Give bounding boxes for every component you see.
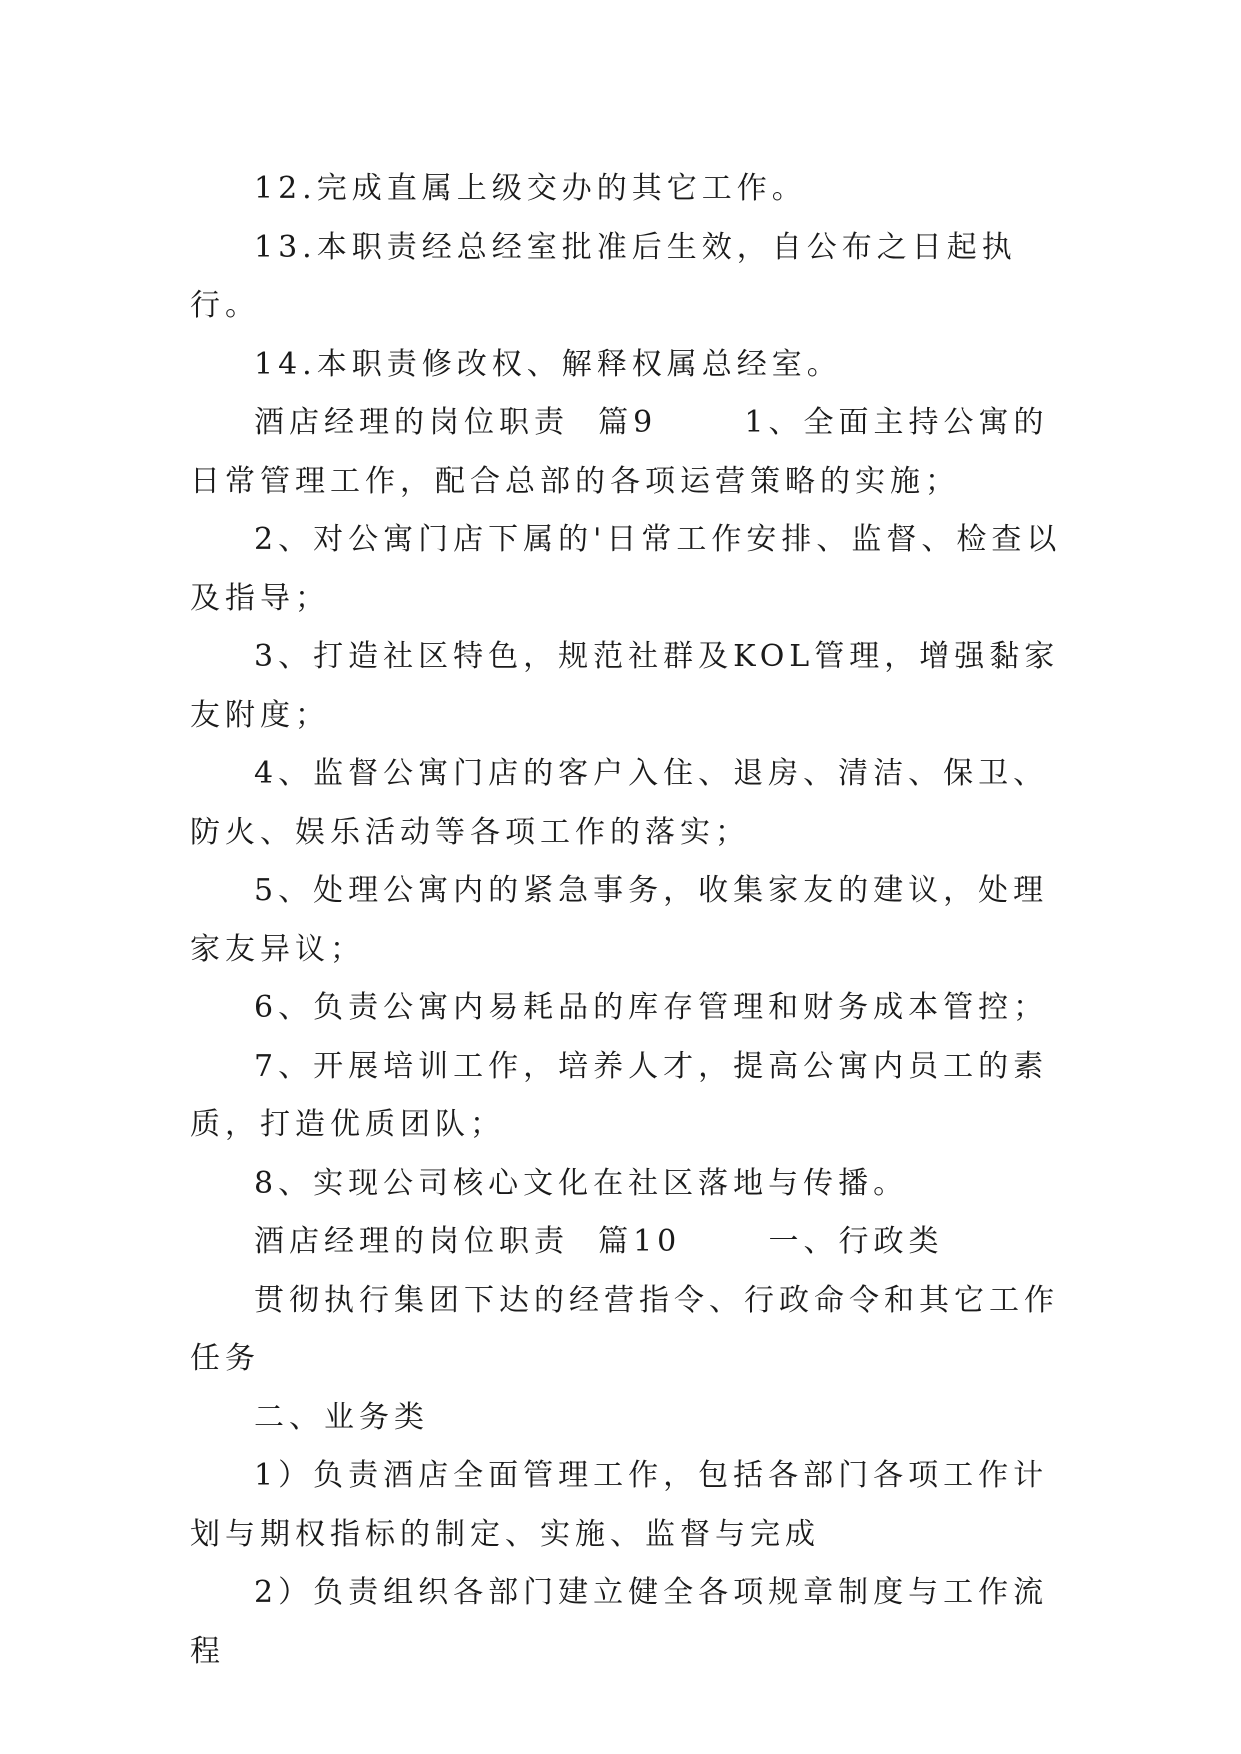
- section-heading-paragraph: 酒店经理的岗位职责 篇9 1、全面主持公寓的日常管理工作，配合总部的各项运营策略的实施；: [190, 405, 1049, 499]
- subheading: 二、业务类: [254, 1399, 429, 1435]
- paragraph: 2）负责组织各部门建立健全各项规章制度与工作流程: [190, 1575, 1049, 1669]
- section-heading-paragraph: 酒店经理的岗位职责 篇10 一、行政类: [254, 1224, 944, 1259]
- paragraph: 3、打造社区特色，规范社群及KOL管理，增强黏家友附度；: [190, 639, 1060, 733]
- paragraph: 7、开展培训工作，培养人才，提高公寓内员工的素质，打造优质团队；: [190, 1048, 1049, 1142]
- paragraph: 5、处理公寓内的紧急事务，收集家友的建议，处理家友异议；: [190, 873, 1049, 967]
- paragraph: 8、实现公司核心文化在社区落地与传播。: [254, 1165, 909, 1201]
- paragraph: 贯彻执行集团下达的经营指令、行政命令和其它工作任务: [190, 1282, 1059, 1376]
- paragraph: 13.本职责经总经室批准后生效，自公布之日起执行。: [190, 229, 1017, 323]
- paragraph: 4、监督公寓门店的客户入住、退房、清洁、保卫、防火、娱乐活动等各项工作的落实；: [190, 756, 1049, 850]
- paragraph: 12.完成直属上级交办的其它工作。: [254, 171, 807, 206]
- document-body: [190, 160, 1070, 1681]
- paragraph: 1）负责酒店全面管理工作，包括各部门各项工作计划与期权指标的制定、实施、监督与完成: [190, 1458, 1049, 1552]
- paragraph: 2、对公寓门店下属的'日常工作安排、监督、检查以及指导；: [190, 522, 1062, 616]
- paragraph: 6、负责公寓内易耗品的库存管理和财务成本管控；: [254, 990, 1049, 1025]
- paragraph: 14.本职责修改权、解释权属总经室。: [254, 346, 842, 382]
